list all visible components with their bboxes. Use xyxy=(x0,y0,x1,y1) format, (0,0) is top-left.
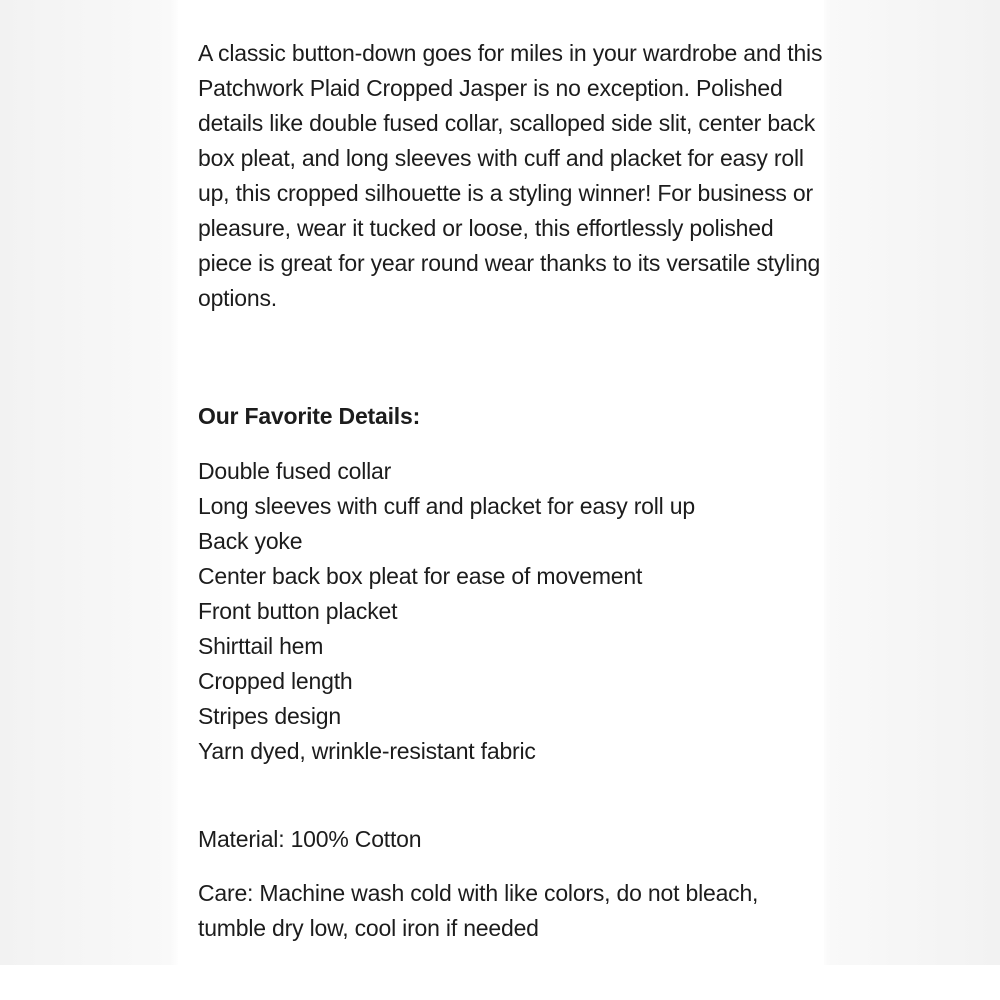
detail-item: Cropped length xyxy=(198,668,353,694)
intro-paragraph: A classic button-down goes for miles in your wardrobe and this Patchwork Plaid Cropped Jasper is no exception. Polished details like double fused collar, scalloped side slit, center back box pleat, and long sleeves with cuff and placket for easy roll up, this cropped silhouette is a styling winner! For business or pleasure, wear it tucked or loose, this effortlessly polished piece is great for year round wear thanks to its versatile styling options. xyxy=(198,40,823,311)
details-list xyxy=(198,454,823,769)
detail-item: Yarn dyed, wrinkle-resistant fabric xyxy=(198,738,536,764)
detail-item: Back yoke xyxy=(198,528,303,554)
detail-item: Double fused collar xyxy=(198,458,392,484)
detail-item: Stripes design xyxy=(198,703,341,729)
detail-item: Long sleeves with cuff and placket for easy roll up xyxy=(198,493,695,519)
details-heading: Our Favorite Details: xyxy=(198,403,421,429)
detail-item: Front button placket xyxy=(198,598,398,624)
care-instructions: Care: Machine wash cold with like colors, do not bleach, tumble dry low, cool iron if needed xyxy=(198,880,759,941)
detail-item: Center back box pleat for ease of movement xyxy=(198,563,643,589)
detail-item: Shirttail hem xyxy=(198,633,324,659)
bottom-margin xyxy=(0,965,1000,1000)
material-line: Material: 100% Cotton xyxy=(198,826,422,852)
product-description xyxy=(198,36,823,946)
